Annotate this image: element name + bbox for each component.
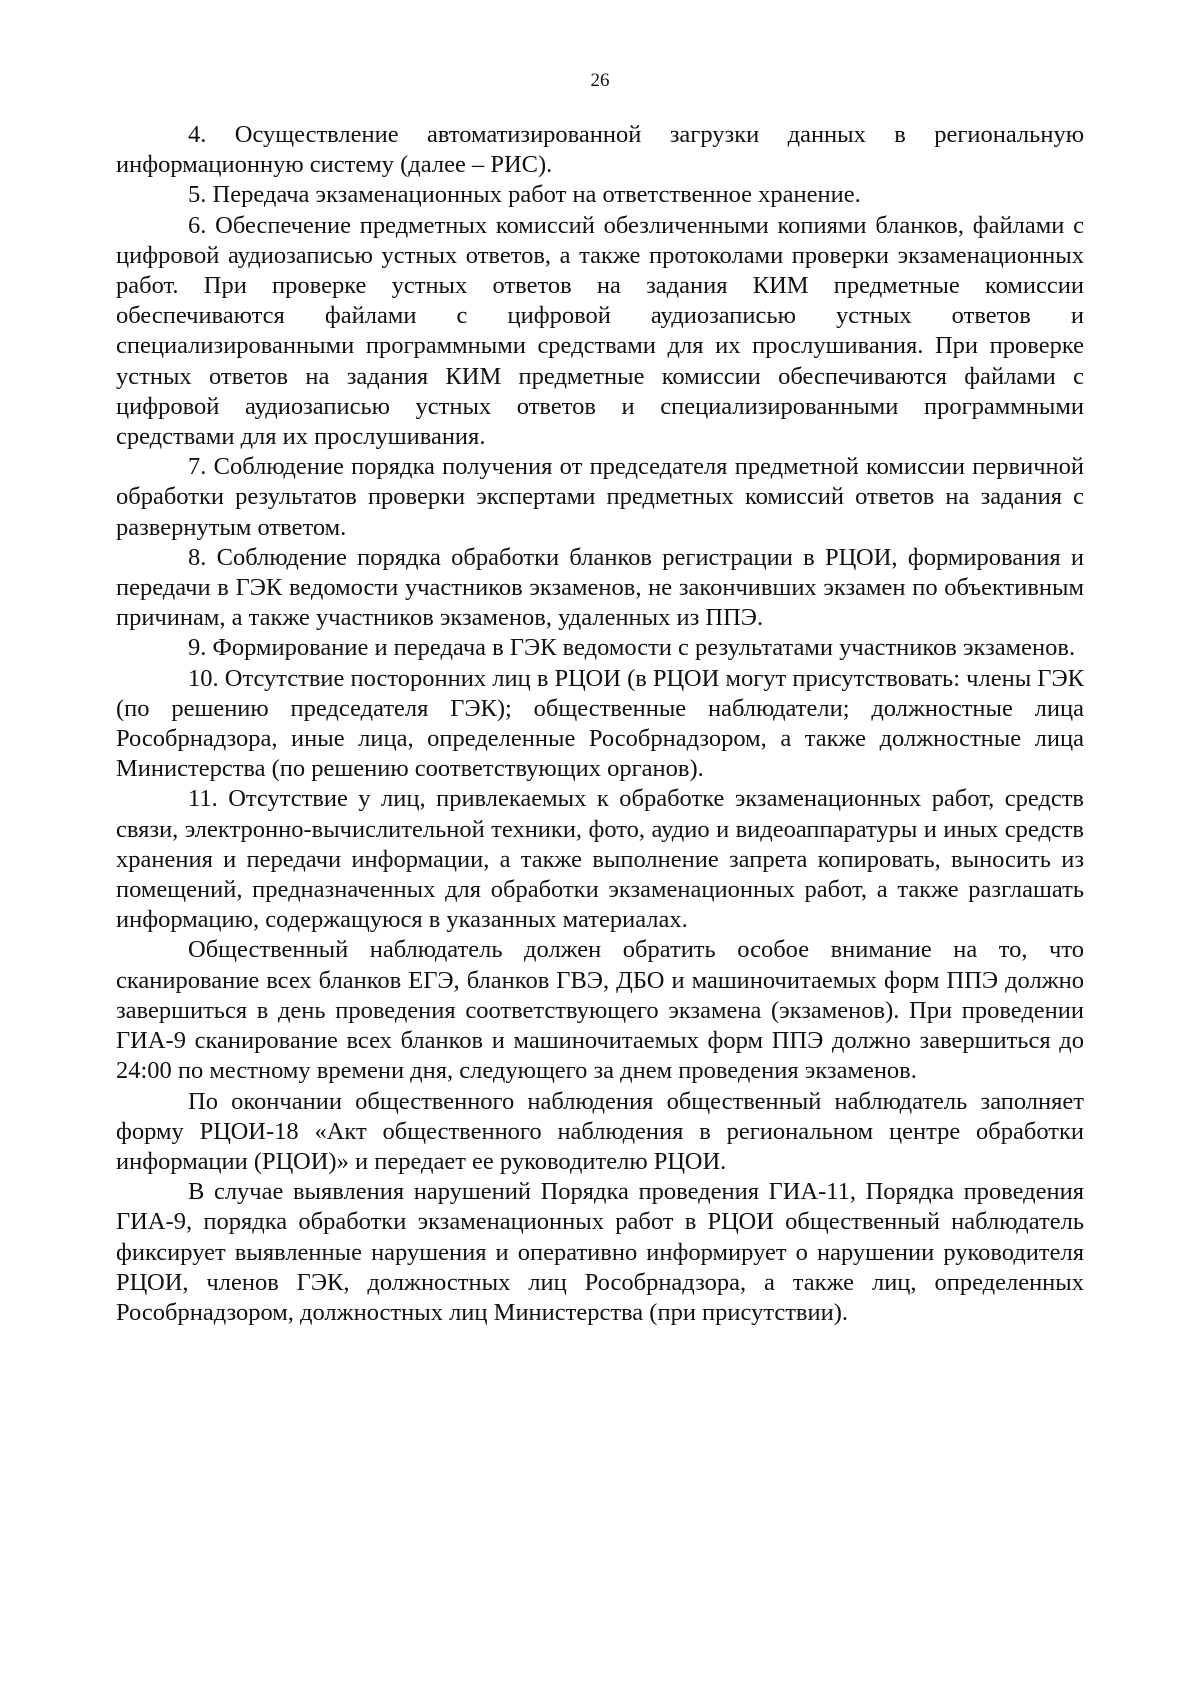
- paragraph-item-5: 5. Передача экзаменационных работ на ответственное хранение.: [188, 181, 861, 209]
- paragraph-observation-completion: По окончании общественного наблюдения общественный наблюдатель заполняет форму РЦОИ-18 «Акт общественного наблюдения в региональном центре обработки информации (РЦОИ)» и передает ее руководителю РЦОИ.: [116, 1087, 1084, 1175]
- paragraph-item-9: 9. Формирование и передача в ГЭК ведомости с результатами участников экзаменов.: [188, 634, 1076, 662]
- paragraph-item-10: 10. Отсутствие посторонних лиц в РЦОИ (в РЦОИ могут присутствовать: члены ГЭК (по решению председателя ГЭК); общественные наблюдатели; должностные лица Рособрнадзора, иные лица, определенные Рособрнадзором, а также должностные лица Министерства (по решению соответствующих органов).: [116, 664, 1084, 783]
- paragraph-violations: В случае выявления нарушений Порядка проведения ГИА-11, Порядка проведения ГИА-9, порядка обработки экзаменационных работ в РЦОИ общественный наблюдатель фиксирует выявленные нарушения и оперативно информирует о нарушении руководителя РЦОИ, членов ГЭК, должностных лиц Рособрнадзора, а также лиц, определенных Рособрнадзором, должностных лиц Министерства (при присутствии).: [116, 1178, 1084, 1326]
- page-number: 26: [590, 70, 610, 91]
- document-body: [116, 120, 1084, 1328]
- paragraph-item-7: 7. Соблюдение порядка получения от председателя предметной комиссии первичной обработки результатов проверки экспертами предметных комиссий ответов на задания с развернутым ответом.: [116, 453, 1084, 541]
- paragraph-item-8: 8. Соблюдение порядка обработки бланков регистрации в РЦОИ, формирования и передачи в ГЭК ведомости участников экзаменов, не закончивших экзамен по объективным причинам, а также участников экзаменов, удаленных из ППЭ.: [116, 543, 1084, 632]
- paragraph-scanning-note: Общественный наблюдатель должен обратить особое внимание на то, что сканирование всех бланков ЕГЭ, бланков ГВЭ, ДБО и машиночитаемых форм ППЭ должно завершиться в день проведения соответствующего экзамена (экзаменов). При проведении ГИА-9 сканирование всех бланков и машиночитаемых форм ППЭ должно завершиться до 24:00 по местному времени дня, следующего за днем проведения экзаменов.: [116, 936, 1084, 1085]
- paragraph-item-11: 11. Отсутствие у лиц, привлекаемых к обработке экзаменационных работ, средств связи, электронно-вычислительной техники, фото, аудио и видеоаппаратуры и иных средств хранения и передачи информации, а также выполнение запрета копировать, выносить из помещений, предназначенных для обработки экзаменационных работ, а также разглашать информацию, содержащуюся в указанных материалах.: [116, 785, 1084, 934]
- paragraph-item-4: 4. Осуществление автоматизированной загрузки данных в региональную информационную систему (далее – РИС).: [116, 121, 1084, 179]
- paragraph-item-6: 6. Обеспечение предметных комиссий обезличенными копиями бланков, файлами с цифровой аудиозаписью устных ответов, а также протоколами проверки экзаменационных работ. При проверке устных ответов на задания КИМ предметные комиссии обеспечиваются файлами с цифровой аудиозаписью устных ответов и специализированными программными средствами для их прослушивания. При проверке устных ответов на задания КИМ предметные комиссии обеспечиваются файлами с цифровой аудиозаписью устных ответов и специализированными программными средствами для их прослушивания.: [116, 211, 1084, 451]
